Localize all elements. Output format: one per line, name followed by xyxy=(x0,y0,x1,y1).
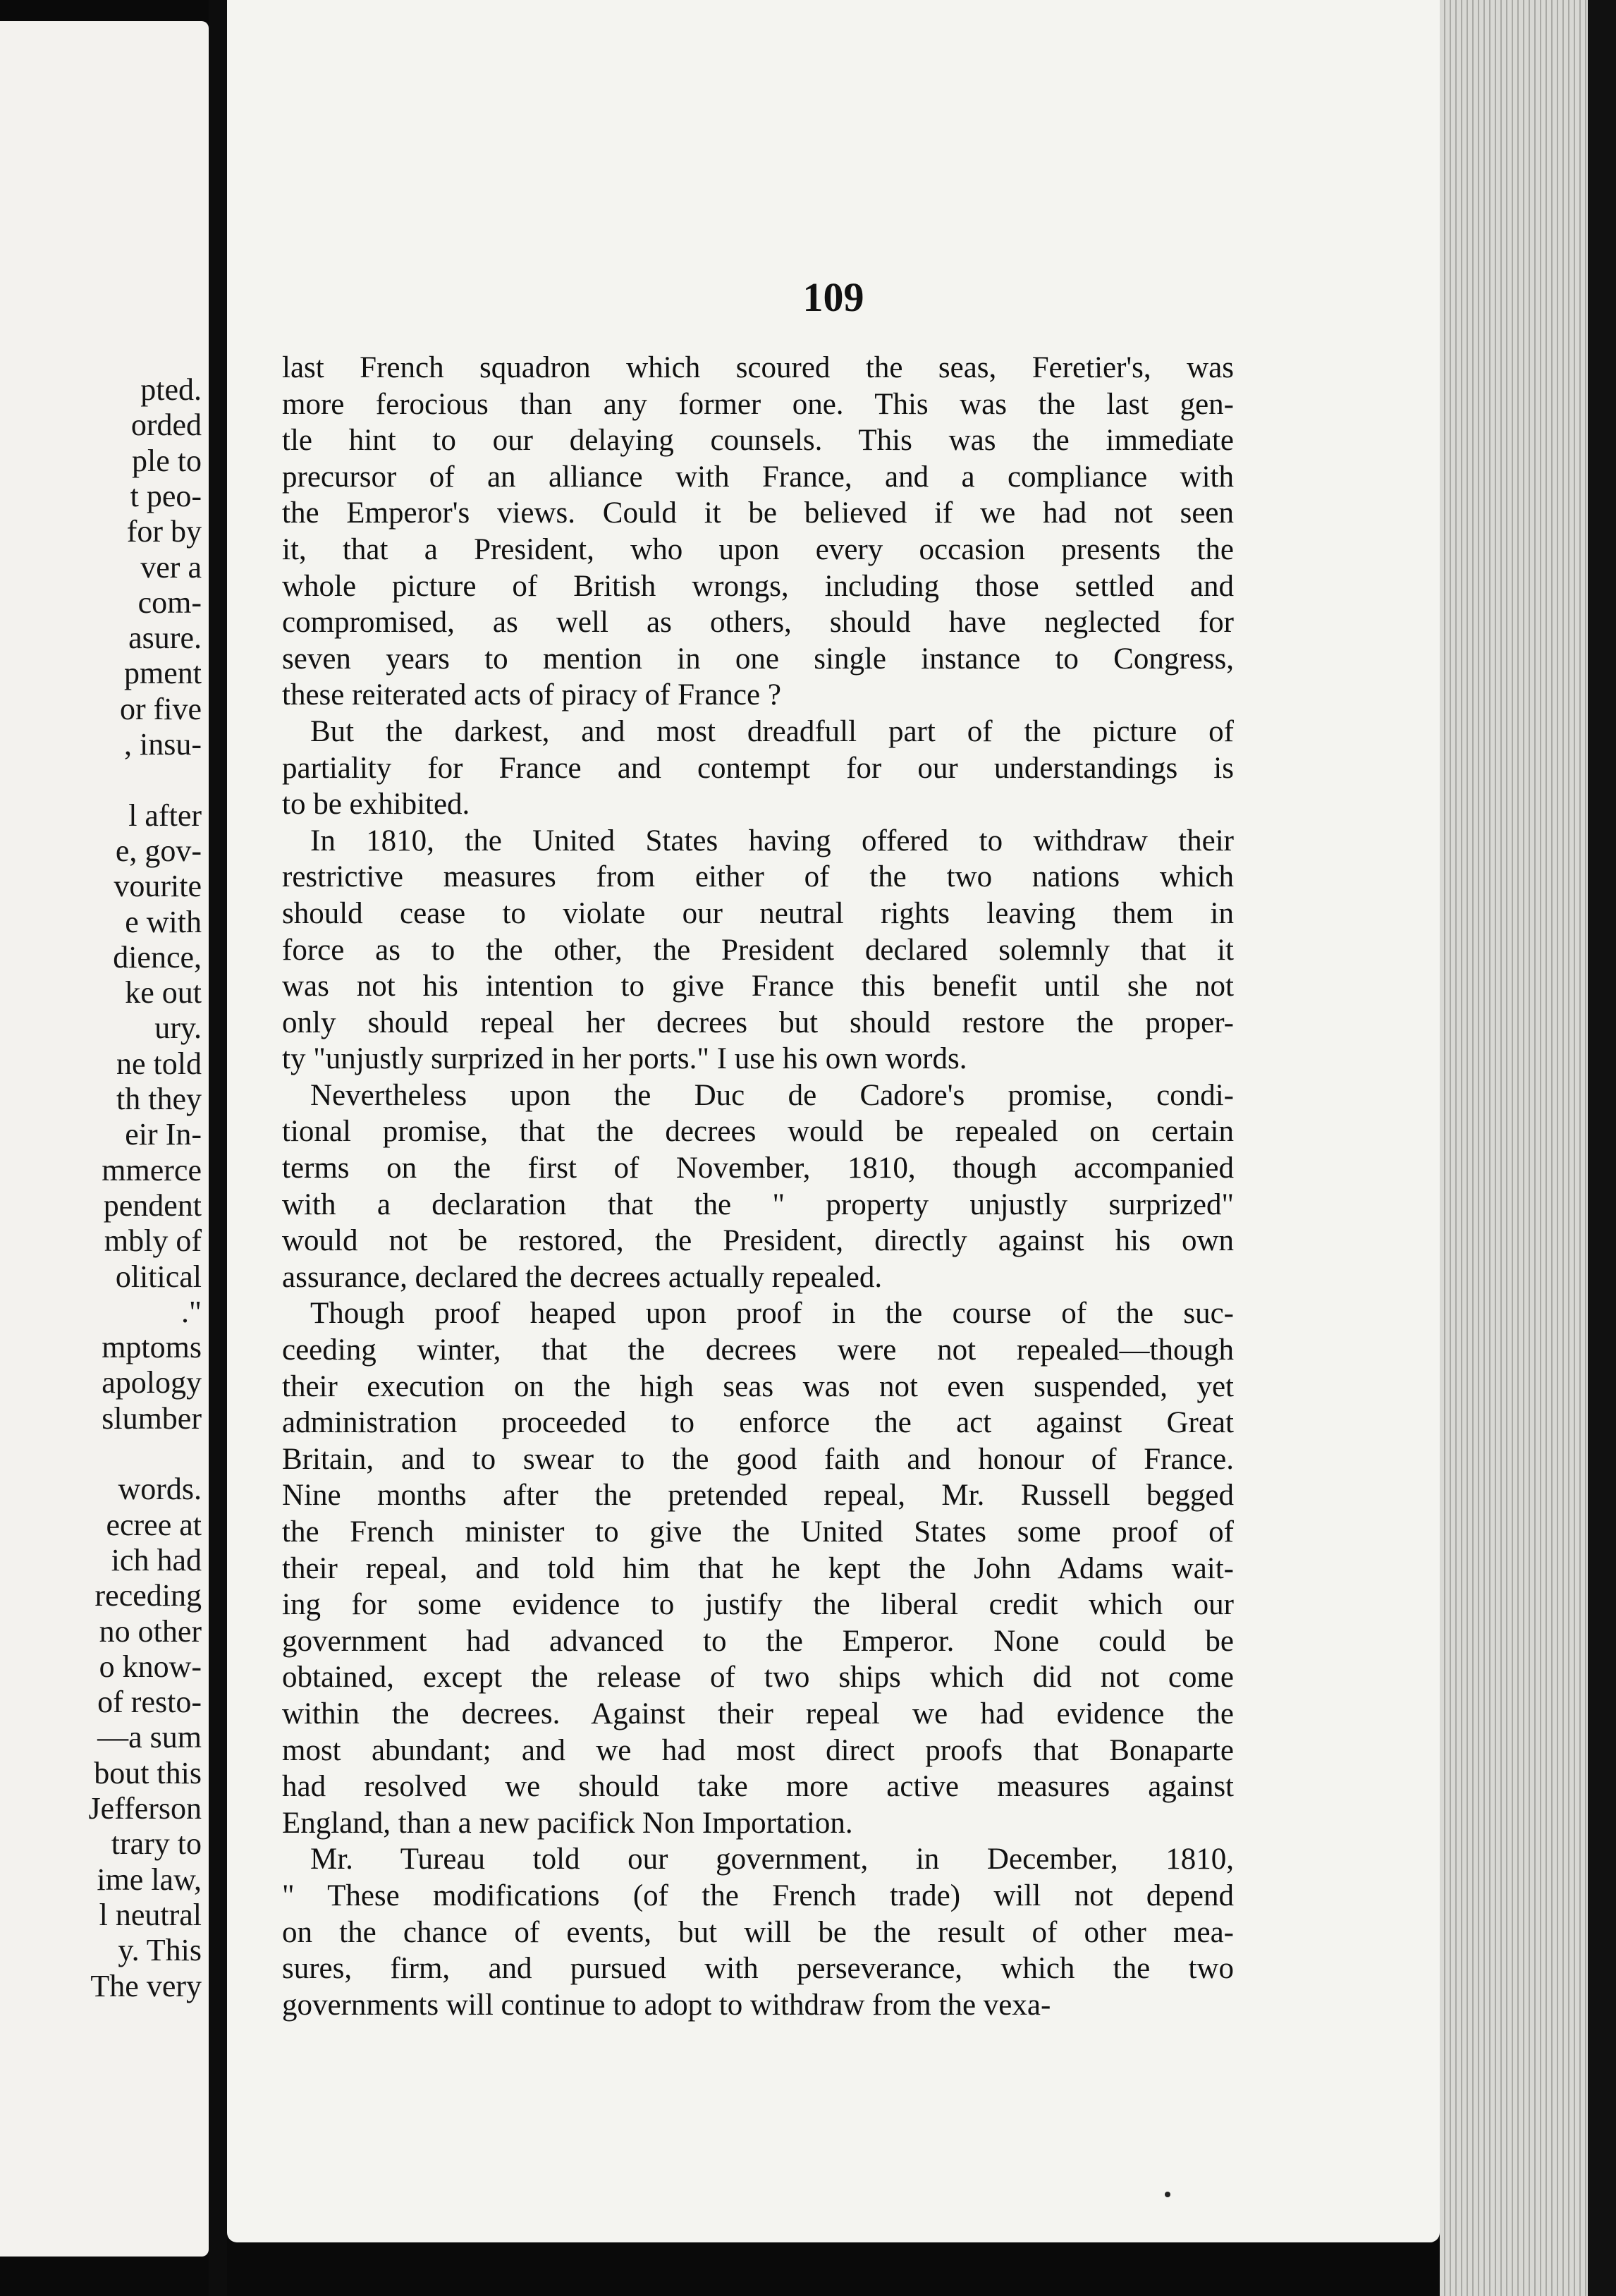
left-page-line: vourite xyxy=(114,869,202,904)
text-line: assurance, declared the decrees actually repealed. xyxy=(282,1260,883,1294)
text-line: with a declaration that the " property unjustly surprized" xyxy=(282,1187,1234,1221)
text-line: to be exhibited. xyxy=(282,788,470,822)
left-page-line: mbly of xyxy=(104,1223,202,1259)
text-line: whole picture of British wrongs, including those settled and xyxy=(282,569,1234,603)
left-page-line: ver a xyxy=(140,549,202,585)
text-line: terms on the first of November, 1810, though accompanied xyxy=(282,1152,1234,1185)
text-line: would not be restored, the President, directly against his own xyxy=(282,1224,1234,1258)
text-line: tle hint to our delaying counsels. This was the immediate xyxy=(282,424,1234,458)
text-line: Nine months after the pretended repeal, Mr. Russell begged xyxy=(282,1479,1234,1513)
text-line: should cease to violate our neutral rights leaving them in xyxy=(282,896,1234,930)
left-page-line: ple to xyxy=(132,443,202,478)
text-line: But the darkest, and most dreadfull part of the picture of xyxy=(310,714,1234,748)
left-page-line: olitical xyxy=(115,1259,202,1294)
body-text xyxy=(282,350,1234,2023)
text-line: their execution on the high seas was not even suspended, yet xyxy=(282,1369,1234,1403)
text-line: governments will continue to adopt to withdraw from the vexa- xyxy=(282,1988,1051,2022)
left-page-line: pment xyxy=(124,656,202,691)
left-page-line: l neutral xyxy=(99,1897,202,1932)
text-line: England, than a new pacifick Non Importation. xyxy=(282,1806,853,1840)
left-page-line: ich had xyxy=(111,1542,202,1577)
text-line: administration proceeded to enforce the act against Great xyxy=(282,1406,1234,1440)
left-page-line: mptoms xyxy=(102,1330,202,1365)
left-page-line: trary to xyxy=(111,1826,202,1862)
left-page-line: l after xyxy=(128,798,202,833)
left-page-line: apology xyxy=(102,1365,202,1400)
text-line: Britain, and to swear to the good faith and honour of France. xyxy=(282,1442,1234,1476)
text-line: ceeding winter, that the decrees were not repealed—though xyxy=(282,1333,1234,1367)
left-page-line: th they xyxy=(116,1082,202,1116)
text-line: ing for some evidence to justify the liberal credit which our xyxy=(282,1588,1234,1622)
left-page-line: o know- xyxy=(99,1649,202,1684)
left-page-line: t peo- xyxy=(130,478,202,513)
left-page-line: ury. xyxy=(154,1010,202,1046)
text-line: more ferocious than any former one. This was the last gen- xyxy=(282,387,1234,421)
left-page-line: asure. xyxy=(128,621,202,656)
right-page xyxy=(227,0,1440,2242)
left-page-line: orded xyxy=(130,408,202,443)
left-page-line: ne told xyxy=(116,1046,202,1081)
text-line: the French minister to give the United States some proof of xyxy=(282,1515,1234,1549)
background-edge xyxy=(1588,0,1616,2296)
text-line: their repeal, and told him that he kept the John Adams wait- xyxy=(282,1551,1234,1585)
left-page-line: slumber xyxy=(102,1400,202,1436)
left-page-line: com- xyxy=(137,585,202,620)
text-line: these reiterated acts of piracy of France ? xyxy=(282,678,781,712)
left-page-line: ecree at xyxy=(106,1507,202,1542)
left-page-line: or five xyxy=(119,691,202,726)
left-page-line: no other xyxy=(99,1613,202,1649)
left-page-line: mmerce xyxy=(102,1152,202,1187)
left-page-line: —a sum xyxy=(97,1720,202,1755)
left-page-line: , insu- xyxy=(124,727,202,762)
left-page-line: pted. xyxy=(140,372,202,407)
text-line: force as to the other, the President declared solemnly that it xyxy=(282,933,1234,967)
left-page-line: dience, xyxy=(113,939,202,975)
page-edges xyxy=(1440,0,1588,2296)
text-line: ty "unjustly surprized in her ports." I use his own words. xyxy=(282,1042,967,1076)
text-line: obtained, except the release of two ships which did not come xyxy=(282,1661,1234,1694)
text-line: compromised, as well as others, should have neglected for xyxy=(282,606,1234,640)
text-line: sures, firm, and pursued with perseverance, which the two xyxy=(282,1952,1234,1986)
left-page-line: y. This xyxy=(118,1933,202,1968)
text-line: government had advanced to the Emperor. None could be xyxy=(282,1624,1234,1658)
left-page-line: ke out xyxy=(125,975,202,1010)
text-line: only should repeal her decrees but should restore the proper- xyxy=(282,1006,1234,1039)
text-line: within the decrees. Against their repeal we had evidence the xyxy=(282,1697,1234,1730)
page-number: 109 xyxy=(802,274,864,320)
left-page-line: receding xyxy=(94,1578,202,1613)
text-line: In 1810, the United States having offered to withdraw their xyxy=(310,824,1234,857)
text-line: Though proof heaped upon proof in the course of the suc- xyxy=(310,1297,1234,1331)
text-line: was not his intention to give France this benefit until she not xyxy=(282,970,1234,1003)
ink-speck xyxy=(1165,2192,1170,2197)
text-line: the Emperor's views. Could it be believed if we had not seen xyxy=(282,496,1234,530)
left-page-line: words. xyxy=(118,1472,202,1507)
left-page-line: e, gov- xyxy=(115,833,202,868)
text-line: Mr. Tureau told our government, in December, 1810, xyxy=(310,1843,1234,1876)
left-page-line: bout this xyxy=(94,1755,202,1790)
text-line: precursor of an alliance with France, and a compliance with xyxy=(282,460,1234,494)
left-page-line: ime law, xyxy=(97,1862,202,1897)
text-line: it, that a President, who upon every occasion presents the xyxy=(282,532,1234,566)
text-line: had resolved we should take more active measures against xyxy=(282,1770,1234,1804)
text-line: seven years to mention in one single instance to Congress, xyxy=(282,642,1234,676)
text-line: restrictive measures from either of the two nations which xyxy=(282,860,1234,894)
left-page-line: e with xyxy=(125,904,202,939)
left-page-line: of resto- xyxy=(97,1685,202,1720)
text-line: tional promise, that the decrees would be repealed on certain xyxy=(282,1115,1234,1149)
left-page-line: Jefferson xyxy=(88,1791,202,1826)
text-line: partiality for France and contempt for our understandings is xyxy=(282,751,1234,785)
left-page-line: ." xyxy=(181,1294,202,1329)
book-gutter xyxy=(209,0,227,2296)
text-line: on the chance of events, but will be the result of other mea- xyxy=(282,1915,1234,1949)
left-page-line: eir In- xyxy=(125,1117,202,1152)
left-page-line: pendent xyxy=(103,1187,202,1223)
text-line: " These modifications (of the French trade) will not depend xyxy=(282,1879,1234,1912)
text-line: most abundant; and we had most direct proofs that Bonaparte xyxy=(282,1733,1234,1767)
left-page xyxy=(0,21,209,2257)
text-line: Nevertheless upon the Duc de Cadore's promise, condi- xyxy=(310,1078,1234,1112)
text-line: last French squadron which scoured the seas, Feretier's, was xyxy=(282,351,1234,384)
left-page-line: The very xyxy=(90,1968,202,2003)
left-page-line: for by xyxy=(126,514,202,549)
